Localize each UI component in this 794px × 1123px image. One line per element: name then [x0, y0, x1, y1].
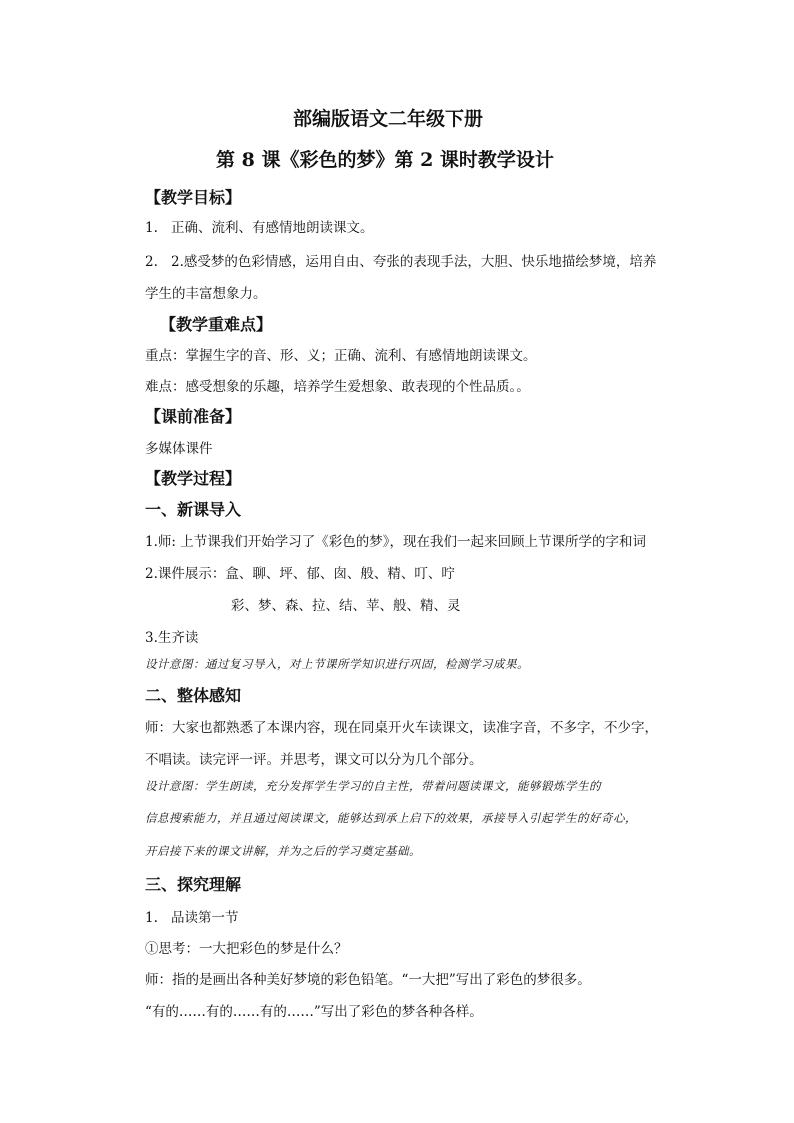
- section-1-line-1: 1.师: 上节课我们开始学习了《彩色的梦》，现在我们一起来回顾上节课所学的字和词: [145, 534, 646, 550]
- key-point: 重点：掌握生字的音、形、义；正确、流利、有感情地朗读课文。: [145, 348, 537, 364]
- goal-1-number: 1.: [145, 220, 158, 236]
- section-3-line-2: ①思考：一大把彩色的梦是什么？: [145, 941, 348, 957]
- process-heading: 【教学过程】: [145, 469, 242, 488]
- section-2-design-note-line-1: 设计意图：学生朗读，充分发挥学生学习的自主性，带着问题读课文，能够锻炼学生的: [145, 779, 601, 793]
- section-3-line-4: “有的……有的……有的……”写出了彩色的梦各种各样。: [145, 1004, 483, 1020]
- section-1-line-4: 3.生齐读: [145, 630, 199, 646]
- section-1-line-2: 2.课件展示：盒、聊、坪、郁、囱、般、精、叮、咛: [145, 566, 455, 582]
- section-1-design-note: 设计意图：通过复习导入，对上节课所学知识进行巩固，检测学习成果。: [145, 657, 529, 671]
- document-title: 部编版语文二年级下册: [293, 108, 484, 130]
- section-3-item-number: 1.: [145, 910, 158, 926]
- section-1-line-3: 彩、梦、森、拉、结、苹、般、精、灵: [231, 598, 461, 614]
- section-2-design-note-line-3: 开启接下来的课文讲解，并为之后的学习奠定基础。: [145, 844, 421, 858]
- document-subtitle: 第 8 课《彩色的梦》第 2 课时教学设计: [216, 149, 554, 171]
- section-3-item-text: 品读第一节: [171, 910, 239, 926]
- section-3-line-1: [145, 906, 239, 926]
- section-3-heading: 三、探究理解: [145, 875, 242, 894]
- goal-2-text: 2.感受梦的色彩情感，运用自由、夸张的表现手法，大胆、快乐地描绘梦境，培养: [171, 254, 657, 270]
- key-points-heading: 【教学重难点】: [160, 315, 273, 334]
- goals-heading: 【教学目标】: [145, 188, 242, 207]
- section-2-design-note-line-2: 信息搜索能力，并且通过阅读课文，能够达到承上启下的效果，承接导入引起学生的好奇心，: [145, 811, 637, 825]
- goal-1: [145, 216, 374, 236]
- goal-2-continued: 学生的丰富想象力。: [145, 286, 267, 302]
- goal-2-number: 2.: [145, 254, 158, 270]
- preparation-heading: 【课前准备】: [145, 407, 242, 426]
- section-2-paragraph-line-1: 师：大家也都熟悉了本课内容，现在同桌开火车读课文，读准字音，不多字，不少字，: [145, 720, 658, 736]
- difficult-point: 难点：感受想象的乐趣，培养学生爱想象、敢表现的个性品质。。: [145, 379, 530, 395]
- goal-2: [145, 250, 656, 270]
- preparation-text: 多媒体课件: [145, 441, 213, 457]
- section-2-heading: 二、整体感知: [145, 686, 242, 705]
- section-1-heading: 一、新课导入: [145, 500, 242, 519]
- section-3-line-3: 师：指的是画出各种美好梦境的彩色铅笔。“一大把”写出了彩色的梦很多。: [145, 972, 591, 988]
- section-2-paragraph-line-2: 不唱读。读完评一评。并思考，课文可以分为几个部分。: [145, 752, 483, 768]
- goal-1-text: 正确、流利、有感情地朗读课文。: [171, 220, 374, 236]
